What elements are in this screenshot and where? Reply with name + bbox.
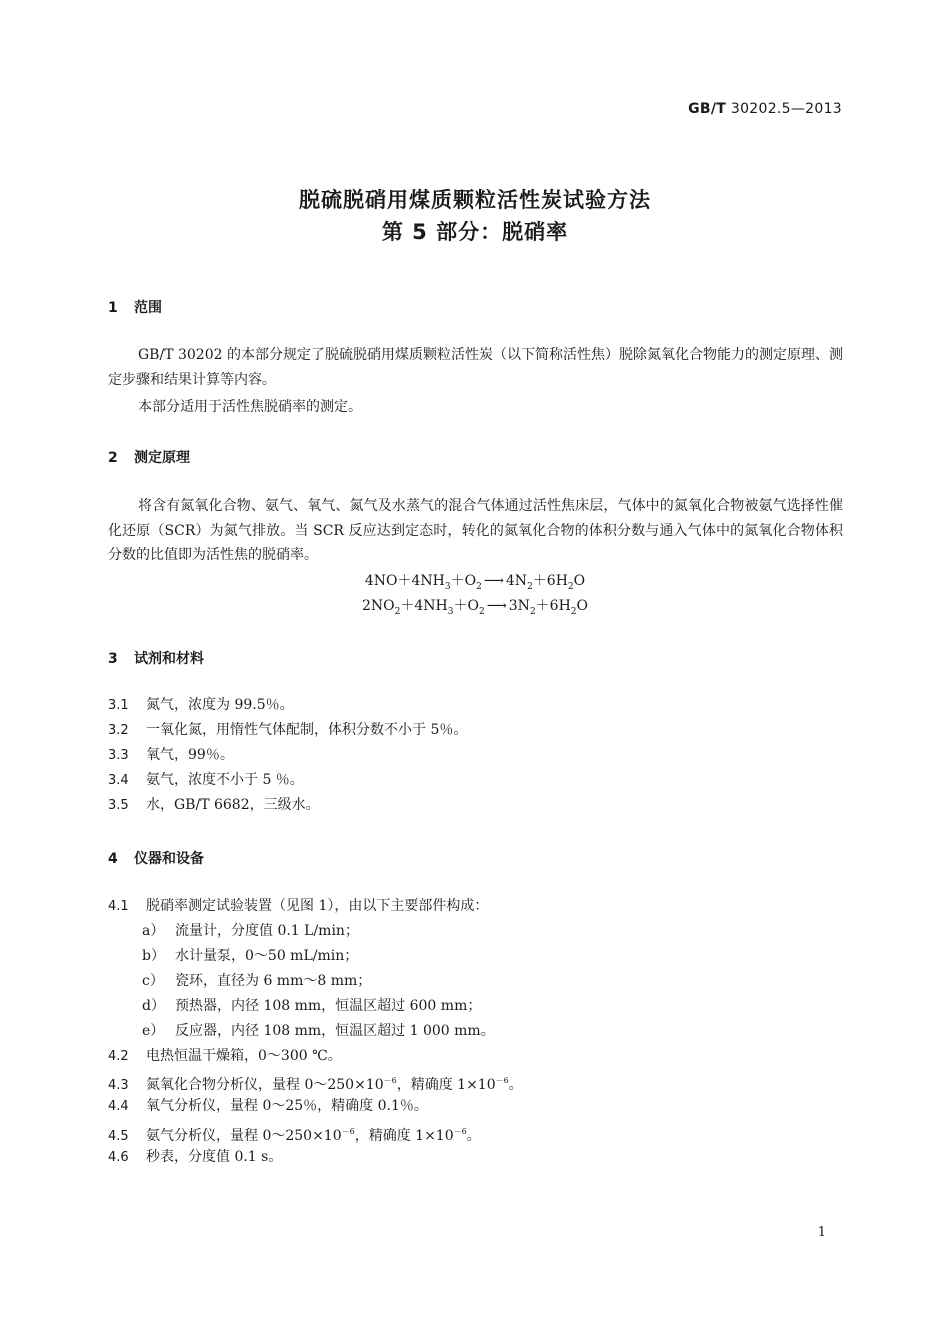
section-1-heading: [108, 297, 162, 317]
list-item: 4.2 电热恒温干燥箱，0～300 ℃。: [108, 1048, 342, 1064]
section-2-heading: [108, 447, 190, 467]
section-number: 4: [108, 851, 118, 867]
section-4-heading: [108, 848, 204, 868]
document-subtitle: 第 5 部分：脱硝率: [381, 220, 569, 244]
section-title: 范围: [134, 300, 162, 316]
reaction-arrow: ⟶: [483, 573, 504, 589]
list-item: 4.3 氮氧化合物分析仪，量程 $0\sim 250\times 10^{-6}$，精确度 $1\times 10^{-6}$。: [108, 1076, 523, 1093]
document-title: 脱硫脱硝用煤质颗粒活性炭试验方法: [299, 188, 651, 212]
list-item: 4.6 秒表，分度值 0.1 s。: [108, 1149, 283, 1165]
list-item: 3.4 氨气，浓度不小于 5 ％。: [108, 772, 304, 788]
list-item: 3.2 一氧化氮，用惰性气体配制，体积分数不小于 5％。: [108, 722, 468, 738]
section-title: 测定原理: [134, 450, 190, 466]
sub-list-item: b） 水计量泵，0～50 mL/min；: [142, 948, 359, 964]
list-item: 3.1 氮气，浓度为 99.5％。: [108, 697, 294, 713]
list-item: 4.5 氨气分析仪，量程 $0\sim 250\times 10^{-6}$，精确度 $1\times 10^{-6}$。: [108, 1127, 481, 1144]
equation-1: $4NO+4NH_3+O_2$ ⟶ $4N_2+6H_2O$: [0, 569, 950, 599]
sub-list-item: d） 预热器，内径 108 mm，恒温区超过 600 mm；: [142, 998, 482, 1014]
section-2-paragraph: 将含有氮氧化合物、氨气、氧气、氮气及水蒸气的混合气体通过活性焦床层，气体中的氮氧化合物被氨气选择性催化还原（SCR）为氮气排放。当 SCR 反应达到定态时，转化的氮氧化合物的体积分数与通入气体中的氮氧化合物体积分数的比值即为活性焦的脱硝率。: [108, 498, 843, 563]
equation-2: $2NO_2+4NH_3+O_2$ ⟶ $3N_2+6H_2O$: [0, 594, 950, 624]
list-item: 3.5 水，GB/T 6682，三级水。: [108, 797, 320, 813]
standard-number: 30202.5—2013: [730, 101, 842, 117]
standard-prefix: GB/T: [688, 101, 727, 117]
section-3-heading: [108, 648, 204, 668]
section-title: 仪器和设备: [134, 851, 204, 867]
section-1-paragraph-1: GB/T 30202 的本部分规定了脱硫脱硝用煤质颗粒活性炭（以下简称活性焦）脱除氮氧化合物能力的测定原理、测定步骤和结果计算等内容。: [108, 347, 843, 388]
page-number: 1: [817, 1225, 826, 1240]
sub-list-item: c） 瓷环，直径为 6 mm～8 mm；: [142, 973, 372, 989]
section-title: 试剂和材料: [134, 651, 204, 667]
list-item: 4.4 氧气分析仪，量程 0～25％，精确度 0.1％。: [108, 1098, 428, 1114]
sub-list-item: e） 反应器，内径 108 mm，恒温区超过 1 000 mm。: [142, 1023, 495, 1039]
section-number: 3: [108, 651, 118, 667]
section-number: 1: [108, 300, 118, 316]
list-item: 4.1 脱硝率测定试验装置（见图 1），由以下主要部件构成：: [108, 898, 489, 914]
sub-list-item: a） 流量计，分度值 0.1 L/min；: [142, 923, 359, 939]
section-1-paragraph-2: 本部分适用于活性焦脱硝率的测定。: [138, 399, 362, 415]
section-number: 2: [108, 450, 118, 466]
list-item: 3.3 氧气，99％。: [108, 747, 234, 763]
reaction-arrow: ⟶: [486, 598, 507, 614]
standard-code: [688, 101, 842, 117]
